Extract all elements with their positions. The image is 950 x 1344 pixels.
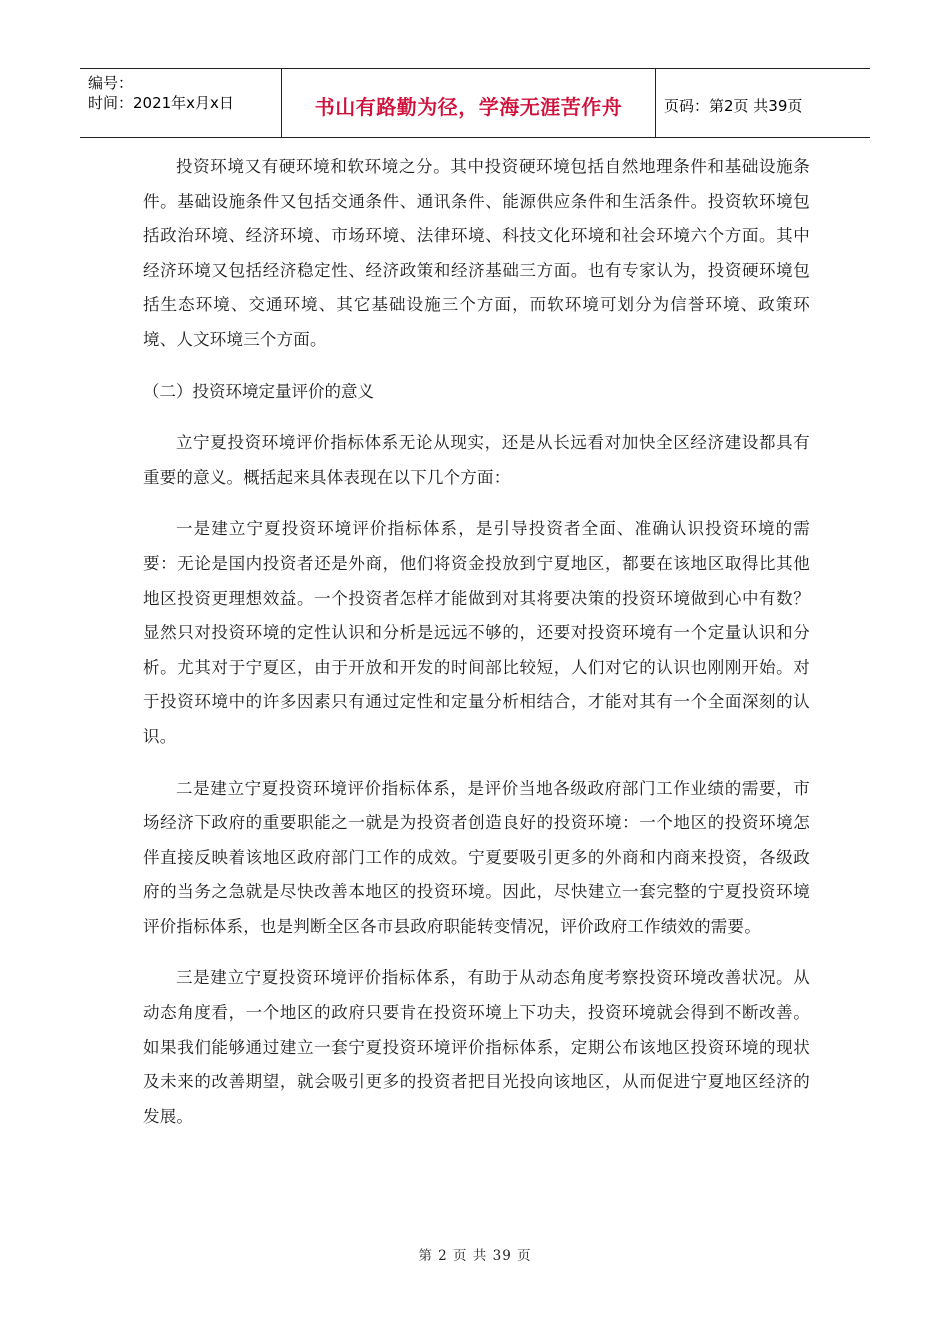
- page-footer: [0, 1244, 950, 1264]
- paragraph-significance-intro: 立宁夏投资环境评价指标体系无论从现实，还是从长远看对加快全区经济建设都具有重要的意义。概括起来具体表现在以下几个方面：: [143, 433, 810, 487]
- header-page-info: 页码：第2页 共39页: [664, 96, 803, 115]
- paragraph-point-two: 二是建立宁夏投资环境评价指标体系，是评价当地各级政府部门工作业绩的需要，市场经济下政府的重要职能之一就是为投资者创造良好的投资环境：一个地区的投资环境怎伴直接反映着该地区政府部门工作的成效。宁夏要吸引更多的外商和内商来投资，各级政府的当务之急就是尽快改善本地区的投资环境。因此，尽快建立一套完整的宁夏投资环境评价指标体系，也是判断全区各市县政府职能转变情况，评价政府工作绩效的需要。: [143, 778, 810, 936]
- header-page-info-cell: [656, 69, 870, 137]
- document-body: [143, 150, 810, 1134]
- section-heading-quantitative-evaluation: （二）投资环境定量评价的意义: [143, 381, 374, 401]
- header-left-cell: [80, 69, 282, 137]
- header-motto-cell: [282, 69, 656, 137]
- page-header: [80, 68, 870, 138]
- document-time-label: 时间：2021年x月x日: [88, 94, 234, 112]
- paragraph-point-three: 三是建立宁夏投资环境评价指标体系，有助于从动态角度考察投资环境改善状况。从动态角度看，一个地区的政府只要肯在投资环境上下功夫，投资环境就会得到不断改善。如果我们能够通过建立一套宁夏投资环境评价指标体系，定期公布该地区投资环境的现状及未来的改善期望，就会吸引更多的投资者把目光投向该地区，从而促进宁夏地区经济的发展。: [143, 968, 810, 1126]
- footer-page-number: 第 2 页 共 39 页: [418, 1248, 532, 1264]
- paragraph-point-one: 一是建立宁夏投资环境评价指标体系，是引导投资者全面、准确认识投资环境的需要：无论是国内投资者还是外商，他们将资金投放到宁夏地区，都要在该地区取得比其他地区投资更理想效益。一个投资者怎样才能做到对其将要决策的投资环境做到心中有数？显然只对投资环境的定性认识和分析是远远不够的，还要对投资环境有一个定量认识和分析。尤其对于宁夏区，由于开放和开发的时间部比较短，人们对它的认识也刚刚开始。对于投资环境中的许多因素只有通过定性和定量分析相结合，才能对其有一个全面深刻的认识。: [143, 519, 810, 746]
- paragraph-investment-environment-types: 投资环境又有硬环境和软环境之分。其中投资硬环境包括自然地理条件和基础设施条件。基础设施条件又包括交通条件、通讯条件、能源供应条件和生活条件。投资软环境包括政治环境、经济环境、市场环境、法律环境、科技文化环境和社会环境六个方面。其中经济环境又包括经济稳定性、经济政策和经济基础三方面。也有专家认为，投资硬环境包括生态环境、交通环境、其它基础设施三个方面，而软环境可划分为信誉环境、政策环境、人文环境三个方面。: [143, 157, 810, 349]
- header-motto: 书山有路勤为径，学海无涯苦作舟: [314, 94, 623, 119]
- document-number-label: 编号：: [88, 74, 134, 92]
